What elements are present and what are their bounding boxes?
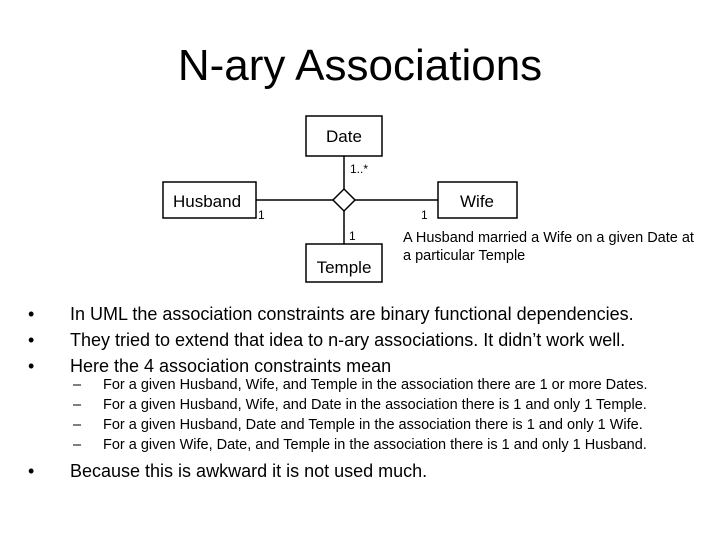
bullet-marker: • [28, 356, 35, 376]
slide-title: N-ary Associations [177, 41, 543, 90]
bullet-marker: • [28, 330, 35, 350]
sub-bullet-item [0, 395, 648, 415]
sub-bullet-text: For a given Husband, Wife, and Date in the association there is 1 and only 1 Temple. [103, 397, 647, 413]
final-bullet-list [0, 458, 427, 484]
bullet-text: Here the 4 association constraints mean [70, 356, 392, 376]
bullet-marker: • [28, 461, 35, 481]
bullet-text: In UML the association constraints are binary functional dependencies. [70, 304, 634, 324]
sub-bullet-item [0, 415, 648, 435]
bullet-item [0, 301, 634, 327]
bullet-item [0, 458, 427, 484]
dash-marker: – [73, 437, 82, 453]
sub-bullet-list [0, 375, 648, 455]
main-bullet-list [0, 301, 634, 379]
date-class-label: Date [326, 127, 362, 146]
sub-bullet-item [0, 435, 648, 455]
dash-marker: – [73, 397, 82, 413]
husband-multiplicity: 1 [258, 208, 265, 222]
husband-class-label: Husband [172, 192, 242, 211]
sub-bullet-text: For a given Husband, Date and Temple in the association there is 1 and only 1 Wife. [103, 417, 643, 433]
association-diamond [333, 189, 355, 211]
temple-multiplicity: 1 [349, 229, 356, 243]
sub-bullet-text: For a given Wife, Date, and Temple in the association there is 1 and only 1 Husband. [103, 437, 647, 453]
wife-multiplicity: 1 [421, 208, 428, 222]
bullet-marker: • [28, 304, 35, 324]
date-multiplicity: 1..* [350, 162, 369, 176]
bullet-text: They tried to extend that idea to n-ary associations. It didn’t work well. [70, 330, 626, 350]
dash-marker: – [73, 377, 82, 393]
sub-bullet-text: For a given Husband, Wife, and Temple in the association there are 1 or more Dates. [103, 377, 648, 393]
bullet-text: Because this is awkward it is not used much. [70, 461, 428, 481]
bullet-item [0, 327, 634, 353]
sub-bullet-item [0, 375, 648, 395]
dash-marker: – [73, 417, 82, 433]
temple-class-label: Temple [316, 258, 372, 277]
association-note: A Husband married a Wife on a given Date at a particular Temple [403, 230, 694, 264]
wife-class-label: Wife [460, 192, 494, 211]
